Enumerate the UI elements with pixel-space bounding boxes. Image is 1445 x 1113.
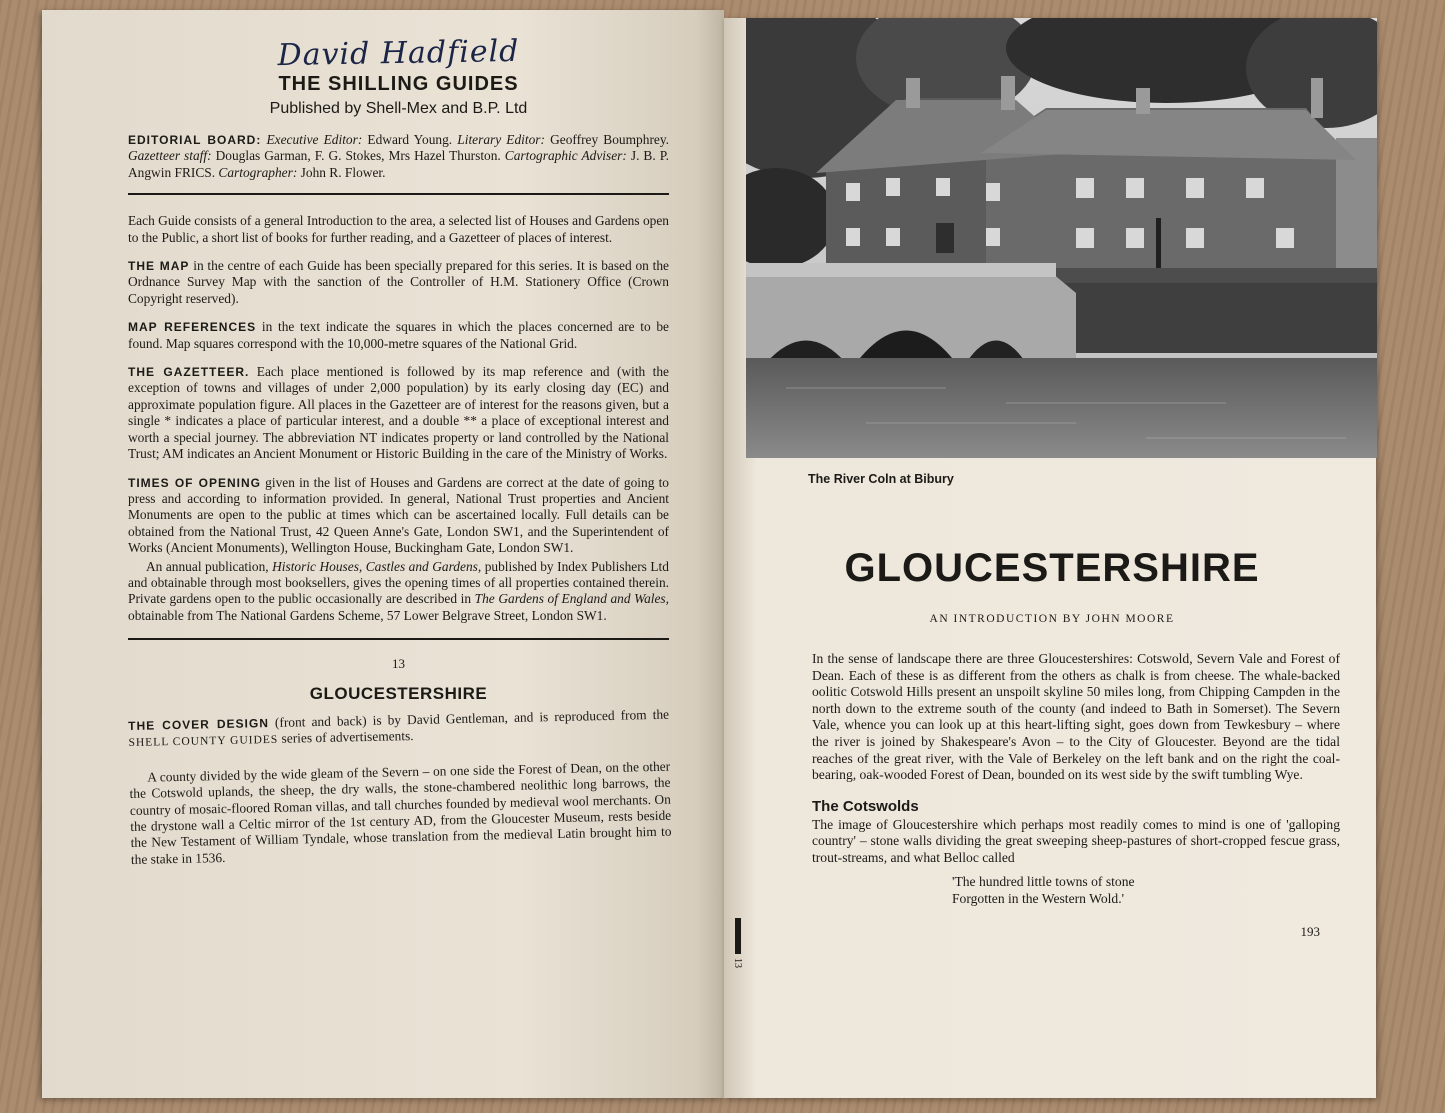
annual-publication-paragraph [128, 559, 669, 625]
intro-paragraph: Each Guide consists of a general Introduction to the area, a selected list of Houses and Gardens open to the Public, a short list of books for further reading, and a Gazetteer of places of interest. [128, 213, 669, 245]
left-page [42, 10, 724, 1098]
literary-editor-role: Literary Editor: [457, 132, 545, 147]
page-number: 193 [1300, 924, 1320, 939]
annual-publication-text-before: An annual publication, [146, 558, 269, 574]
bibury-photo [746, 18, 1377, 458]
cartographic-adviser-role: Cartographic Adviser: [504, 148, 627, 164]
gardens-publication-title: The Gardens of England and Wales, [474, 591, 669, 607]
editorial-board [128, 132, 669, 181]
gazetteer-staff-role: Gazetteer staff: [128, 148, 212, 164]
annual-publication-text-middle: published by Index Publishers Ltd and obtainable through most booksellers, gives the opening times of all properties contained therein. Private gardens open to the public occasionally are described in [128, 558, 669, 607]
cartographer: John R. Flower. [300, 164, 386, 180]
gazetteer-paragraph [128, 364, 669, 462]
handwritten-signature: David Hadfield [277, 33, 520, 74]
cover-design-block [128, 707, 672, 869]
right-page [724, 18, 1376, 1098]
annual-publication-title: Historic Houses, Castles and Gardens, [272, 558, 482, 574]
cartographic-adviser: J. B. P. Angwin FRICS. [128, 148, 670, 180]
annual-publication-text-after: obtainable from The National Gardens Scheme, 57 Lower Belgrave Street, London SW1. [128, 607, 607, 623]
map-paragraph [128, 258, 669, 307]
editorial-board-label: EDITORIAL BOARD: [128, 133, 262, 147]
page-title: GLOUCESTERSHIRE [844, 546, 1260, 590]
cover-design-label: THE COVER DESIGN [128, 716, 270, 734]
gazetteer-label: THE GAZETTEER. [128, 365, 250, 380]
series-title: THE SHILLING GUIDES [278, 73, 519, 95]
gazetteer-text: Each place mentioned is followed by its map reference and (with the exception of towns and villages of under 2,000 population) by its early closing day (EC) and approximate population figure. All places in the Gazetteer are of interest for the reasons given, but a single * indicates a place of particular interest, and a double ** a place of exceptional interest and worth a special journey. The abbreviation NT indicates property or land controlled by the National Trust; AM indicates an Ancient Monument or Historic Building in the care of the Ministry of Works. [128, 364, 670, 462]
cover-design-series: SHELL COUNTY GUIDES [128, 734, 279, 750]
times-of-opening-text: given in the list of Houses and Gardens are correct at the date of going to press and according to information provided. In general, National Trust properties and Ancient Monuments are open to the public at times which can be ascertained locally. Full details can be obtained from the National Trust, 42 Queen Anne's Gate, London SW1, and the Superintendent of Works (Ancient Monuments), Wellington House, Buckingham Gate, London SW1. [128, 474, 669, 556]
byline: AN INTRODUCTION BY JOHN MOORE [929, 613, 1175, 625]
signature-number: 13 [732, 958, 743, 968]
executive-editor: Edward Young. [367, 132, 453, 147]
map-references-text: in the text indicate the squares in which the places concerned are to be found. Map squares correspond with the 10,000-metre squares of the National Grid. [128, 319, 669, 351]
page-number: 13 [392, 656, 405, 672]
cartographer-role: Cartographer: [218, 164, 298, 180]
photo-caption: The River Coln at Bibury [808, 472, 954, 486]
literary-editor: Geoffrey Boumphrey. [550, 132, 670, 147]
divider-rule [128, 638, 669, 640]
map-references-paragraph [128, 319, 669, 352]
introduction-body [744, 651, 1340, 907]
times-of-opening-paragraph [128, 475, 669, 557]
map-label: THE MAP [128, 259, 190, 274]
section-heading-cotswolds: The Cotswolds [812, 797, 919, 815]
cotswolds-paragraph: The image of Gloucestershire which perhaps most readily comes to mind is one of 'galloping country' – stone walls dividing the great sweeping sheep-pastures of short-cropped fescue grass, trout-streams, and what Belloc called [812, 816, 1340, 865]
cover-description: A county divided by the wide gleam of the Severn – on one side the Forest of Dean, on the other the Cotswold uplands, the sheep, the dry walls, the stone-chambered neolithic long barrows, the country of mosaic-floored Roman villas, and tall churches founded by medieval wool merchants. On the drystone wall a Celtic mirror of the 1st century AD, from the Gloucester Museum, rests beside the New Testament of William Tyndale, whose translation from the medieval Latin brought him to the stake in 1536. [129, 758, 672, 867]
divider-rule [128, 193, 669, 195]
map-text: in the centre of each Guide has been specially prepared for this series. It is based on the Ordnance Survey Map with the sanction of the Controller of H.M. Stationery Office (Crown Copyright reserved). [128, 258, 669, 306]
signature-mark [735, 918, 741, 954]
times-of-opening-label: TIMES OF OPENING [128, 475, 261, 490]
map-references-label: MAP REFERENCES [128, 320, 257, 335]
cover-design-paragraph [128, 707, 670, 752]
executive-editor-role: Executive Editor: [266, 132, 363, 147]
gazetteer-staff: Douglas Garman, F. G. Stokes, Mrs Hazel Thurston. [215, 148, 501, 164]
river-coln-photo-illustration [746, 18, 1377, 458]
belloc-quote-line-1: 'The hundred little towns of stone [952, 873, 1135, 889]
cover-design-text-before: (front and back) is by David Gentleman, and is reproduced from the [274, 706, 670, 731]
belloc-quote-line-2: Forgotten in the Western Wold.' [952, 890, 1125, 906]
cover-design-text-after: series of advertisements. [281, 728, 414, 747]
intro-paragraph: In the sense of landscape there are three Gloucestershires: Cotswold, Severn Vale and Forest of Dean. Each of these is as different from the others as chalk is from cheese. The whale-backed oolitic Cotswold Hills present an unspoilt skyline 50 miles long, from Chipping Campden in the north down to the extreme south of the county (and indeed to Bath in Somerset). The Severn Vale, whence you can look up at this heart-lifting sight, goes down from Tewkesbury – where the river is joined by Shakespeare's Avon – to the City of Gloucester. Beyond are the tidal reaches of the great river, with the Vale of Berkeley on the left bank and on the right the coal-bearing, oak-wooded Forest of Dean, bounded on its west side by the swift tumbling Wye. [812, 651, 1340, 783]
county-subtitle: GLOUCESTERSHIRE [309, 684, 488, 704]
publisher-line: Published by Shell-Mex and B.P. Ltd [269, 100, 528, 117]
